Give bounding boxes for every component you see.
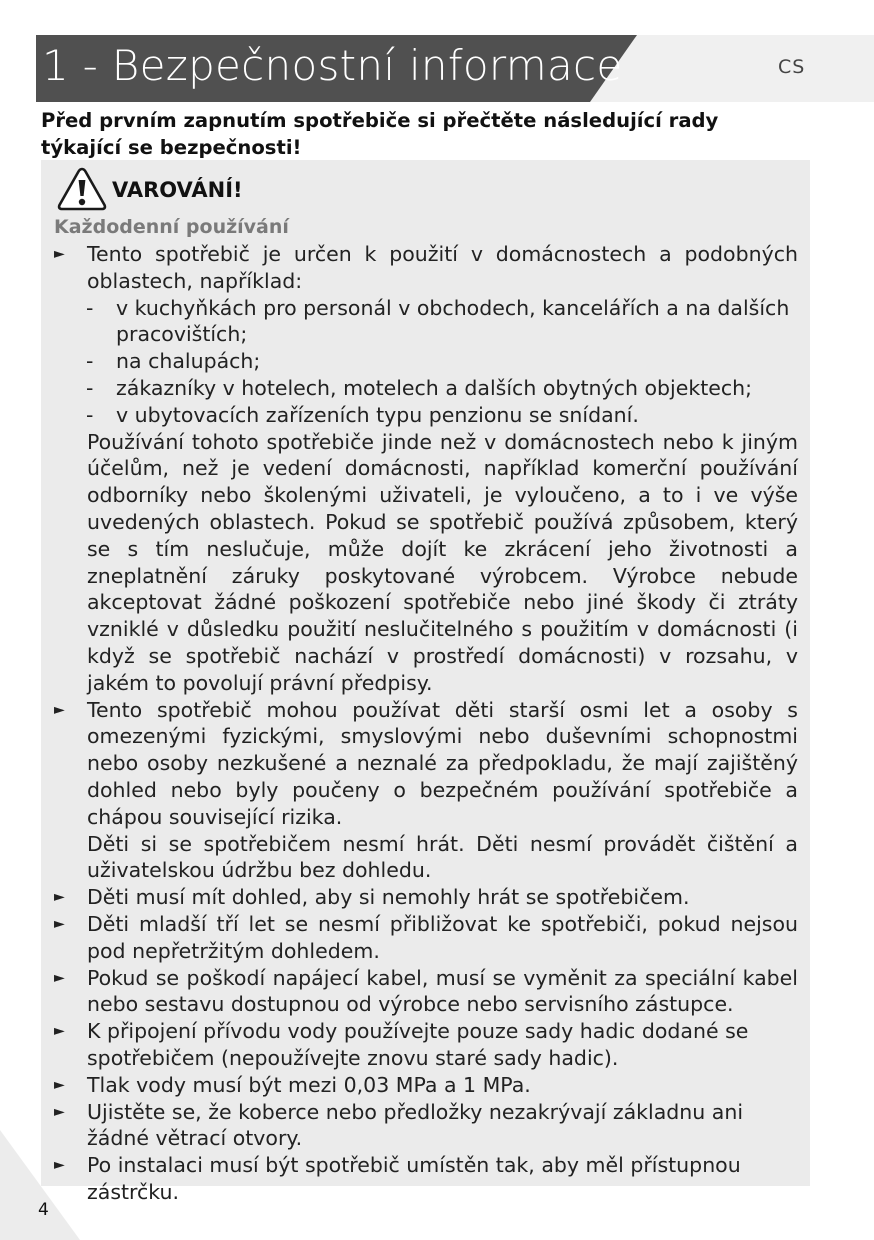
list-item-text: Tento spotřebič mohou používat děti starší osmi let a osoby s omezenými fyzickými, smyslovými nebo duševními schopnostmi nebo osoby nezkušené a neznalé za předpokladu, že mají zajištěný dohled nebo byly poučeny o bezpečném používání spotřebiče a chápou související rizika. xyxy=(87,697,798,829)
list-item-text: Děti musí mít dohled, aby si nemohly hrát se spotřebičem. xyxy=(87,885,690,910)
list-item xyxy=(54,965,798,1019)
bullet-arrow-icon: ► xyxy=(54,1157,65,1174)
sub-list-item-text: v ubytovacích zařízeních typu penzionu se snídaní. xyxy=(116,402,639,427)
sub-list-item xyxy=(54,402,798,429)
page-corner-decoration xyxy=(0,1130,80,1240)
dash-marker: - xyxy=(86,402,94,427)
page-title: 1 - Bezpečnostní informace xyxy=(42,41,623,90)
bullet-arrow-icon: ► xyxy=(54,1023,65,1040)
list-item-text: Děti mladší tří let se nesmí přibližovat ke spotřebiči, pokud nejsou pod nepřetržitým dohledem. xyxy=(87,911,798,963)
bullet-arrow-icon: ► xyxy=(54,915,65,932)
language-code: CS xyxy=(778,56,806,78)
list-item-text: K připojení přívodu vody používejte pouze sady hadic dodané se spotřebičem (nepoužívejte znovu staré sady hadic). xyxy=(87,1019,749,1070)
list-item-text: Tlak vody musí být mezi 0,03 MPa a 1 MPa. xyxy=(87,1072,531,1097)
list-item xyxy=(54,1152,798,1206)
intro-notice: Před prvním zapnutím spotřebiče si přečtěte následující rady týkající se bezpečnosti! xyxy=(41,109,719,159)
dash-marker: - xyxy=(86,349,94,374)
page-number: 4 xyxy=(38,1200,49,1220)
list-item-text: Ujistěte se, že koberce nebo předložky nezakrývají základnu ani žádné větrací otvory. xyxy=(87,1099,744,1151)
list-item xyxy=(54,1099,798,1153)
list-item xyxy=(54,1072,798,1099)
bullet-arrow-icon: ► xyxy=(54,701,65,718)
warning-triangle-icon xyxy=(56,166,108,212)
sub-list-item xyxy=(54,348,798,375)
sub-list-item-text: v kuchyňkách pro personál v obchodech, kancelářích a na dalších pracovištích; xyxy=(116,295,790,347)
list-item xyxy=(54,911,798,965)
dash-marker: - xyxy=(86,295,94,320)
bullet-arrow-icon: ► xyxy=(54,246,65,262)
list-item xyxy=(54,241,798,295)
list-item xyxy=(54,697,798,831)
list-item-text: Tento spotřebič je určen k použití v domácnostech a podobných oblastech, například: xyxy=(87,242,798,293)
list-item-text: Pokud se poškodí napájecí kabel, musí se vyměnit za speciální kabel nebo sestavu dostupnou od výrobce nebo servisního zástupce. xyxy=(87,965,798,1017)
list-item xyxy=(54,884,798,911)
sub-list-item xyxy=(54,295,798,349)
warning-title: VAROVÁNÍ! xyxy=(112,178,243,202)
section-title: Každodenní používání xyxy=(54,216,289,238)
bullet-arrow-icon: ► xyxy=(54,889,65,906)
bullet-arrow-icon: ► xyxy=(54,1076,65,1093)
list-item-continuation: Používání tohoto spotřebiče jinde než v domácnostech nebo k jiným účelům, než je vedení domácnosti, například komerční používání odborníky nebo školenými uživateli, je vyloučeno, a to i ve výše uvedených oblastech. Pokud se spotřebič používá způsobem, který se s tím neslučuje, může dojít ke zkrácení jeho životnosti a zneplatnění záruky poskytované výrobcem. Výrobce nebude akceptovat žádné poškození spotřebiče nebo jiné škody či ztráty vzniklé v důsledku použití neslučitelného s použitím v domácnosti (i když se spotřebič nachází v prostředí domácnosti) v rozsahu, v jakém to povolují právní předpisy. xyxy=(87,429,798,695)
list-item-continuation: Děti si se spotřebičem nesmí hrát. Děti nesmí provádět čištění a uživatelskou údržbu bez dohledu. xyxy=(87,831,798,883)
bullet-arrow-icon: ► xyxy=(54,969,65,986)
bullet-arrow-icon: ► xyxy=(54,1103,65,1120)
sub-list-item-text: na chalupách; xyxy=(116,349,261,374)
sub-list-item xyxy=(54,375,798,402)
dash-marker: - xyxy=(86,375,94,400)
list-item xyxy=(54,1018,798,1072)
sub-list-item-text: zákazníky v hotelech, motelech a dalších obytných objektech; xyxy=(116,375,753,400)
safety-instructions xyxy=(54,241,798,1206)
list-item-text: Po instalaci musí být spotřebič umístěn tak, aby měl přístupnou zástrčku. xyxy=(87,1153,741,1204)
